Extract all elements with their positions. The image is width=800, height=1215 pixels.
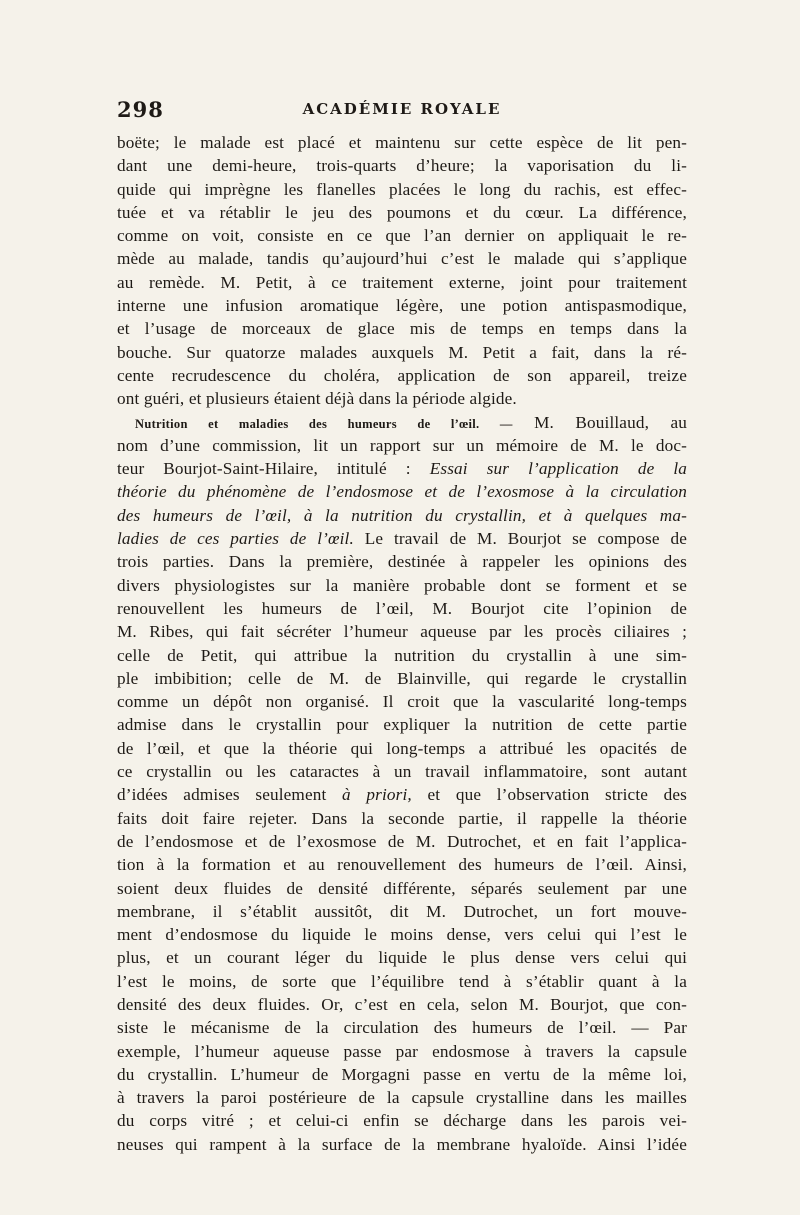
essay-title: ladies de ces parties de l’œil. [117,529,354,549]
text-line: M. Ribes, qui fait sécréter l’humeur aqueuse par les procès ciliaires ; [117,622,687,642]
text-line: ment d’endosmose du liquide le moins dense, vers celui qui l’est le [117,925,687,945]
text-line: bouche. Sur quatorze malades auxquels M. Petit a fait, dans la ré- [117,342,687,362]
text-line: plus, et un courant léger du liquide le plus dense vers celui qui [117,948,687,968]
text-line: faits doit faire rejeter. Dans la seconde partie, il rappelle la théorie [117,808,687,828]
text-line [117,783,687,806]
text-line: au remède. M. Petit, à ce traitement externe, joint pour traitement [117,272,687,292]
text-line: membrane, il s’établit aussitôt, dit M. Dutrochet, un fort mouve- [117,901,687,921]
text-line: densité des deux fluides. Or, c’est en cela, selon M. Bourjot, que con- [117,994,687,1014]
text-line: celle de Petit, qui attribue la nutrition du crystallin à une sim- [117,645,687,665]
text-line: l’est le moins, de sorte que l’équilibre tend à s’établir quant à la [117,971,687,991]
text-line: comme on voit, consiste en ce que l’an dernier on appliquait le re- [117,226,687,246]
page-number: 298 [117,97,164,122]
section-heading-line [117,411,687,434]
text-fragment: M. Bouillaud, au [512,412,687,432]
text-line: ont guéri, et plusieurs étaient déjà dans la période algide. [117,389,517,409]
text-line: cente recrudescence du choléra, application de son appareil, treize [117,365,687,385]
page-header [117,97,687,123]
text-line: renouvellent les humeurs de l’œil, M. Bourjot cite l’opinion de [117,598,687,618]
text-line: du corps vitré ; et celui-ci enfin se décharge dans les parois vei- [117,1111,687,1131]
text-line: ce crystallin ou les cataractes à un travail inflammatoire, sont autant [117,762,687,782]
text-line: dant une demi-heure, trois-quarts d’heure; la vaporisation du li- [117,156,687,176]
running-title: ACADÉMIE ROYALE [302,100,502,118]
text-line: à travers la paroi postérieure de la capsule crystalline dans les mailles [117,1088,687,1108]
text-fragment: teur Bourjot-Saint-Hilaire, intitulé : [117,459,411,479]
essay-title: Essai sur l’application de la [429,459,687,479]
text-line: et l’usage de morceaux de glace mis de temps en temps dans la [117,319,687,339]
text-line: quide qui imprègne les flanelles placées le long du rachis, est effec- [117,179,687,199]
text-line: divers physiologistes sur la manière probable dont se forment et se [117,575,687,595]
text-line: siste le mécanisme de la circulation des humeurs de l’œil. — Par [117,1018,687,1038]
text-line: ple imbibition; celle de M. de Blainville, qui regarde le crystallin [117,668,687,688]
text-line: neuses qui rampent à la surface de la membrane hyaloïde. Ainsi l’idée [117,1134,687,1154]
text-line: de l’œil, et que la théorie qui long-temps a attribué les opacités de [117,738,687,758]
text-line: admise dans le crystallin pour expliquer la nutrition de cette partie [117,715,687,735]
text-line: comme un dépôt non organisé. Il croit que la vascularité long-temps [117,692,687,712]
text-line: soient deux fluides de densité différente, séparés seulement par une [117,878,687,898]
text-fragment: et que l’observation stricte des [411,785,687,805]
text-line: de l’endosmose et de l’exosmose de M. Dutrochet, et en fait l’applica- [117,831,687,851]
text-line [117,457,687,480]
essay-title-line: théorie du phénomène de l’endosmose et de l’exosmose à la circulation [117,482,687,502]
text-line: trois parties. Dans la première, destinée à rappeler les opinions des [117,552,687,572]
text-line: tuée et va rétablir le jeu des poumons et du cœur. La différence, [117,202,687,222]
essay-title-line: des humeurs de l’œil, à la nutrition du crystallin, et à quelques ma- [117,505,687,525]
text-line: nom d’une commission, lit un rapport sur un mémoire de M. le doc- [117,435,687,455]
text-line [117,527,687,550]
text-line: tion à la formation et au renouvellement des humeurs de l’œil. Ainsi, [117,855,687,875]
section-heading: Nutrition et maladies des humeurs de l’œil. — [135,416,513,431]
text-line: mède au malade, tandis qu’aujourd’hui c’est le malade qui s’applique [117,249,687,269]
text-line: interne une infusion aromatique légère, une potion antispasmodique, [117,296,687,316]
text-line: boëte; le malade est placé et maintenu sur cette espèce de lit pen- [117,133,687,152]
latin-phrase: à priori, [342,785,412,805]
text-fragment: Le travail de M. Bourjot se compose de [353,529,687,549]
text-line: du crystallin. L’humeur de Morgagni passe en vertu de la même loi, [117,1064,687,1084]
text-line: exemple, l’humeur aqueuse passe par endosmose à travers la capsule [117,1041,687,1061]
body-text [117,131,687,1156]
text-fragment: d’idées admises seulement [117,785,327,805]
